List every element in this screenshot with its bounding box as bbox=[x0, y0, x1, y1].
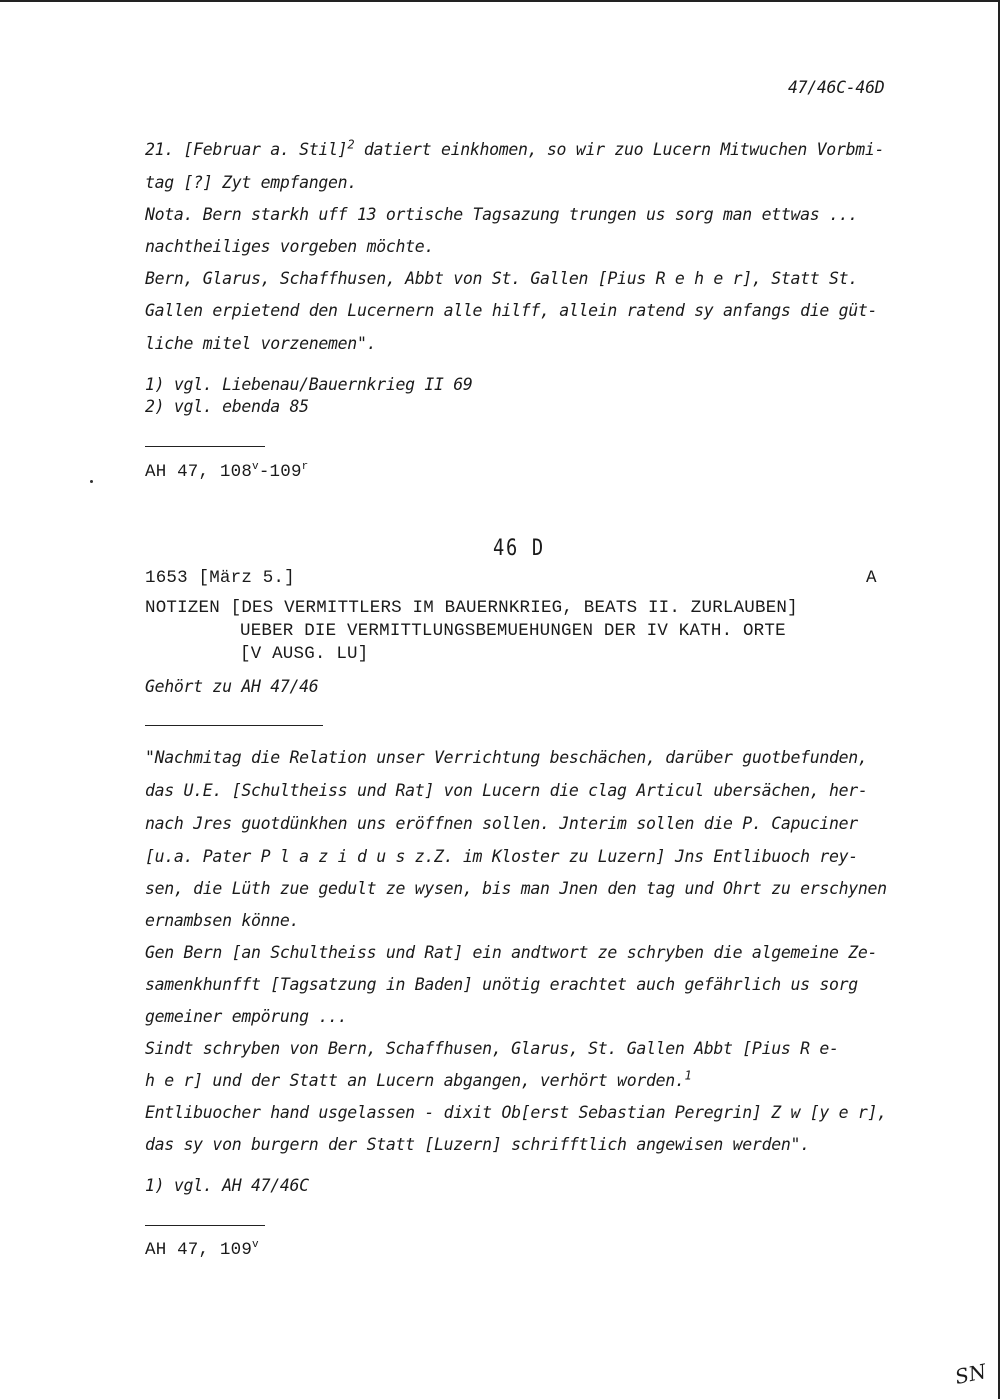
body-line-12: das sy von burgern der Statt [Luzern] schrifftlich angewisen werden". bbox=[145, 1135, 810, 1154]
heading-line-2: UEBER DIE VERMITTLUNGSBEMUEHUNGEN DER IV KATH. ORTE bbox=[240, 621, 786, 641]
body-line-8: gemeiner empörung ... bbox=[145, 1007, 348, 1026]
body-line-11: Entlibuocher hand usgelassen - dixit Ob[erst Sebastian Peregrin] Z w [y e r], bbox=[145, 1103, 887, 1122]
prev-line-4: Bern, Glarus, Schaffhusen, Abbt von St. Gallen [Pius R e h e r], Statt St. bbox=[145, 269, 858, 288]
body-line-3: [u.a. Pater P l a z i d u s z.Z. im Kloster zu Luzern] Jns Entlibuoch rey- bbox=[145, 847, 858, 866]
source-rule-2 bbox=[145, 1225, 265, 1226]
body-separator-rule bbox=[145, 725, 323, 726]
body-line-2: nach Jres guotdünkhen uns eröffnen sollen. Jnterim sollen die P. Capuciner bbox=[145, 814, 858, 833]
body-line-5: ernambsen könne. bbox=[145, 911, 300, 930]
document-type-mark: A bbox=[866, 568, 877, 588]
body-line-0: "Nachmitag die Relation unser Verrichtung beschächen, darüber guotbefunden, bbox=[145, 748, 868, 767]
body-line-6: Gen Bern [an Schultheiss und Rat] ein andtwort ze schryben die algemeine Ze- bbox=[145, 943, 878, 962]
body-line-9: Sindt schryben von Bern, Schaffhusen, Glarus, St. Gallen Abbt [Pius R e- bbox=[145, 1039, 839, 1058]
prev-footnote-1: 1) vgl. Liebenau/Bauernkrieg II 69 bbox=[145, 375, 473, 394]
body-line-1: das U.E. [Schultheiss und Rat] von Lucern die clag Articul ubersächen, her- bbox=[145, 781, 868, 800]
prev-line-6: liche mitel vorzenemen". bbox=[145, 334, 377, 353]
handwritten-initials: SN bbox=[952, 1359, 989, 1389]
source-rule-1 bbox=[145, 446, 265, 447]
heading-line-3: [V AUSG. LU] bbox=[240, 644, 369, 664]
page-border-top bbox=[0, 0, 1000, 2]
prev-source-ref: AH 47, 108$^v$-109$^r$ bbox=[145, 461, 309, 482]
body-line-4: sen, die Lüth zue gedult ze wysen, bis man Jnen den tag und Ohrt zu erschynen bbox=[145, 879, 887, 898]
footnote: 1) vgl. AH 47/46C bbox=[145, 1176, 309, 1195]
prev-line-0: 21. [Februar a. Stil]$^2$ datiert einkhomen, so wir zuo Lucern Mitwuchen Vorbmi- bbox=[145, 137, 885, 159]
prev-line-3: nachtheiliges vorgeben möchte. bbox=[145, 237, 435, 256]
body-line-7: samenkhunfft [Tagsatzung in Baden] unötig erachtet auch gefährlich us sorg bbox=[145, 975, 858, 994]
prev-line-5: Gallen erpietend den Lucernern alle hilff, allein ratend sy anfangs die güt- bbox=[145, 301, 878, 320]
source-ref: AH 47, 109$^v$ bbox=[145, 1239, 259, 1260]
prev-footnote-2: 2) vgl. ebenda 85 bbox=[145, 397, 309, 416]
prev-line-2: Nota. Bern starkh uff 13 ortische Tagsazung trungen us sorg man ettwas ... bbox=[145, 205, 858, 224]
heading-line-1: NOTIZEN [DES VERMITTLERS IM BAUERNKRIEG, BEATS II. ZURLAUBEN] bbox=[145, 598, 798, 618]
document-number: 46 D bbox=[493, 536, 545, 561]
body-line-10: h e r] und der Statt an Lucern abgangen, verhört worden.$^1$ bbox=[145, 1068, 692, 1090]
stray-mark bbox=[90, 480, 93, 483]
prev-line-1: tag [?] Zyt empfangen. bbox=[145, 173, 357, 192]
page-reference: 47/46C-46D bbox=[788, 78, 885, 97]
belongs-to-note: Gehört zu AH 47/46 bbox=[145, 677, 319, 696]
document-date: 1653 [März 5.] bbox=[145, 568, 295, 588]
